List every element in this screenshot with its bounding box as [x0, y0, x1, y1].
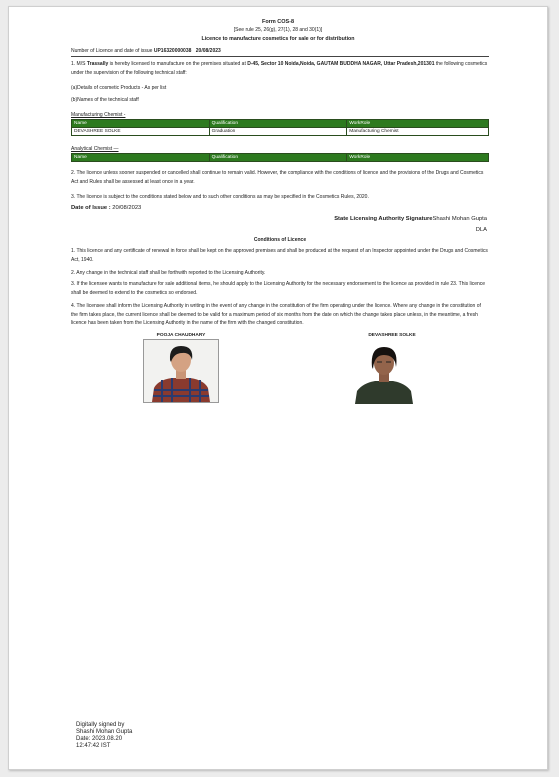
- form-title: Form COS-8: [261, 19, 295, 25]
- licence-number-label: Number of Licence and date of issue: [71, 48, 153, 54]
- validity-paragraph: 2. The licence unless sooner suspended or cancelled shall continue to remain valid. However, the compliance with the conditions of licence and the provisions of the Drugs and Cosmetics Act and Rules shall be assessed at least once in a year.: [71, 170, 484, 185]
- photo-devashree-solke: [353, 339, 415, 404]
- firm-name: Trassally: [86, 61, 109, 67]
- person-photo: [144, 340, 218, 402]
- analytical-chemist-table: [71, 153, 489, 162]
- conditions-reference-paragraph: 3. The licence is subject to the conditions stated below and to such other conditions as may be specified in the Cosmetics Rules, 2020.: [71, 194, 369, 200]
- premises-address-2: Pradesh,201301: [396, 61, 435, 67]
- document-page: [8, 6, 548, 770]
- authority-name: Shashi Mohan Gupta: [432, 216, 487, 222]
- products-details: (a)Details of cosmetic Products - As per list: [71, 85, 167, 91]
- photo-caption-pooja: POOJA CHAUDHARY: [156, 333, 206, 338]
- manufacturing-chemist-caption: Manufacturing Chemist -: [71, 112, 126, 118]
- condition-4: 4. The licensee shall inform the Licensing Authority in writing in the event of any change in the constitution of the firm operating under the licence. Where any change in the constitution of the firm takes place, the current licence shall be deemed to be valid for a maximum period of six months from the date on which the change takes place unless, in the meantime, a fresh licence has been taken from the Licensing Authority in the name of the firm with the changed constitution.: [71, 303, 481, 326]
- analytical-chemist-caption: Analytical Chemist —: [71, 146, 119, 152]
- table-header-row: Name Qualification WorkRole: [72, 154, 489, 162]
- condition-3: 3. If the licensee wants to manufacture for sale additional items, he should apply to the Licensing Authority for the necessary endorsement to the licence as provided in rule 23. This licence shall be deemed to extend to the cosmetics so endorsed.: [71, 281, 486, 296]
- digital-signature-block: Digitally signed by Shashi Mohan Gupta Date: 2023.08.20 12:47:42 IST: [76, 722, 133, 749]
- technical-staff-heading: (b)Names of the technical staff: [71, 97, 139, 103]
- conditions-title: Conditions of Licence: [253, 237, 307, 243]
- premises-address: D-45, Sector 10 Noida,Noida, GAUTAM BUDDHA NAGAR, Uttar: [247, 61, 396, 67]
- photo-pooja-chaudhary: [143, 339, 219, 403]
- condition-1: 1. This licence and any certificate of renewal in force shall be kept on the approved premises and shall be produced at the request of an Inspector appointed under the Drugs and Cosmetics Act, 1940.: [71, 248, 488, 263]
- condition-2: 2. Any change in the technical staff shall be forthwith reported to the Licensing Authority.: [71, 270, 266, 276]
- date-of-issue: Date of Issue : 20/08/2023: [71, 205, 142, 211]
- premises-paragraph: 1. M/S Trassally is hereby licensed to manufacture on the premises situated at D-45, Sector 10 Noida,Noida, GAUTAM BUDDHA NAGAR, Uttar Pradesh,201301 the following cosmetics under the supervision of the following technical staff:: [71, 61, 488, 76]
- table-row: DEVASHREE SOLKE Graduation Manufacturing Chemist: [72, 128, 489, 136]
- person-photo: [353, 339, 415, 404]
- licence-number-line: [71, 47, 489, 57]
- licence-number: UP16320000038: [153, 48, 192, 54]
- form-subtitle: Licence to manufacture cosmetics for sale or for distribution: [201, 36, 355, 42]
- licensing-authority-signature: State Licensing Authority SignatureShashi Mohan Gupta: [334, 216, 487, 222]
- authority-designation: DLA: [475, 227, 487, 233]
- form-rule: [See rule 25, 26(g), 27(1), 28 and 30(1)]: [233, 27, 323, 33]
- manufacturing-chemist-table: [71, 119, 489, 136]
- licence-date: 20/08/2023: [195, 48, 221, 54]
- table-header-row: Name Qualification WorkRole: [72, 120, 489, 128]
- photo-caption-devashree: DEVASHREE SOLKE: [368, 333, 416, 338]
